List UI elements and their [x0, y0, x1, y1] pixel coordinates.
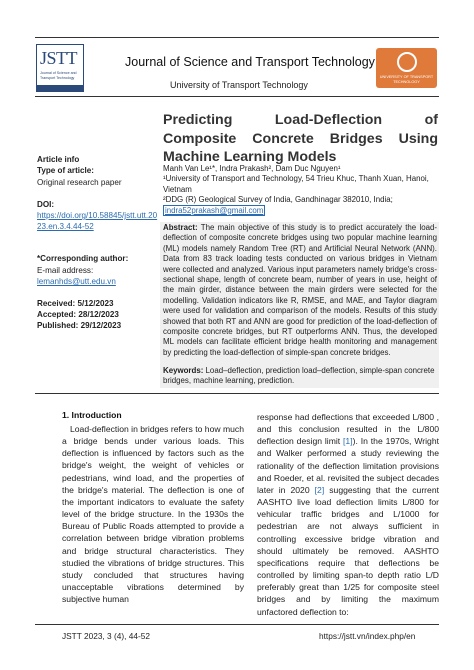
abstract	[163, 223, 437, 358]
logo-text: JSTT	[40, 48, 78, 68]
keywords-text: Load–deflection, prediction load–deflection, simple-span concrete bridges, machine learning, prediction.	[163, 366, 435, 386]
abstract-text: The main objective of this study is to predict accurately the load-deflection of composite concrete bridges using two popular machine learning (ML) models namely Random Tree (RT) and Artificial Neural Network (ANN). Data from 83 track loading tests conducted on various bridges in Vietnam were collected and analyzed. Various input parameters namely bridge's cross-sectional shape, length of concrete beam, number of years in use, height of the main girder, distance between the main girders were selected for the modelling. Validation indicators like R, RMSE, and MAE, and Taylor diagram were used for validation and comparison of the models. Results of this study showed that both RT and ANN are good for prediction of the load-deflection of composite concrete bridges, but RT outperforms ANN. Thus, the developed ML models can facilitate efficient bridge health monitoring and management by predicting the load-deflection of simple-span concrete bridges.	[163, 223, 437, 357]
university-logo-text: UNIVERSITY OF TRANSPORT TECHNOLOGY	[379, 75, 434, 84]
author-block	[163, 164, 438, 216]
article-title: Predicting Load-Deflection of Composite Concrete Bridges Using Machine Learning Models	[163, 112, 438, 166]
top-rule	[35, 37, 439, 38]
doi-link[interactable]: https://doi.org/10.58845/jstt.utt.2023.en.3.4.44-52	[37, 211, 158, 231]
doi-label: DOI:	[37, 200, 55, 209]
citation-1-link[interactable]: [1]	[343, 436, 353, 447]
type-value: Original research paper	[37, 178, 122, 187]
author-email-link[interactable]: lemanhds@utt.edu.vn	[37, 277, 116, 286]
left-column-text: Load-deflection in bridges refers to how much a bridge bends under various loads. This deflection is influenced by factors such as the bridge's weight, the weight of vehicles or pedestrians, wind load, and the properties of the bridge's material. The deflection is one of the important indicators to evaluate the safety level of the bridge structure. In the 1930s the Bureau of Public Roads attempted to provide a correlation between bridge vibration problems and bridge structural characteristics. They studied the vibrations of bridge structures. This study concluded that structures having unacceptable vibrations determined by subjective human	[62, 424, 244, 605]
accepted-date: Accepted: 28/12/2023	[37, 310, 119, 319]
affiliation-2: ²DDG (R) Geological Survey of India, Gandhinagar 382010, India;	[163, 195, 393, 205]
affiliation-email-link[interactable]: indra52prakash@gmail.com	[165, 205, 264, 215]
footer-url[interactable]: https://jstt.vn/index.php/en	[319, 631, 416, 641]
footer-citation: JSTT 2023, 3 (4), 44-52	[62, 631, 150, 641]
jstt-logo	[36, 44, 84, 92]
published-date: Published: 29/12/2023	[37, 321, 122, 330]
university-logo	[376, 48, 437, 88]
footer-rule	[35, 624, 439, 625]
logo-bar	[37, 85, 83, 91]
keywords-label: Keywords:	[163, 366, 204, 375]
abstract-rule	[35, 393, 439, 394]
abstract-label: Abstract:	[163, 223, 198, 232]
email-label: E-mail address:	[37, 266, 94, 275]
author-list: Manh Van Le¹*, Indra Prakash², Dam Duc Nguyen¹	[163, 164, 341, 173]
keywords	[163, 366, 437, 387]
publisher-name: University of Transport Technology	[170, 80, 308, 90]
right-column-text: response had deflections that exceeded L/800 , and this conclusion resulted in the L/800 deflection design limit [1]). In the 1970s, Wright and Walker performed a study reviewing the rationality of the deflection limitation provisions and Roeder, et al. revisited the subject decades later in 2020 [2] suggesting that the current AASHTO live load deflection limits L/800 for vehicular traffic bridges and L/1000 for pedestrian are not always sufficient in controlling excessive bridge vibration and should ultimately be removed. AASHTO specifications require that deflections be controlled by limiting span-to depth ratio L/D preferably great than 1/25 for composite steel bridges and by limiting the maximum unfactored deflection to:	[257, 412, 439, 617]
citation-2-link[interactable]: [2]	[314, 484, 325, 495]
corresponding-author-label: *Corresponding author:	[37, 254, 129, 263]
affiliation-1: ¹University of Transport and Technology, 54 Trieu Khuc, Thanh Xuan, Hanoi, Vietnam	[163, 174, 429, 194]
section-heading: 1. Introduction	[62, 410, 122, 420]
type-label: Type of article:	[37, 166, 94, 175]
journal-title: Journal of Science and Transport Technology	[125, 55, 375, 69]
received-date: Received: 5/12/2023	[37, 299, 114, 308]
header-rule	[35, 96, 439, 97]
logo-subtext: Journal of Science and Transport Technology	[40, 71, 77, 80]
article-info-heading: Article info	[37, 155, 80, 164]
university-emblem-icon	[397, 52, 417, 72]
